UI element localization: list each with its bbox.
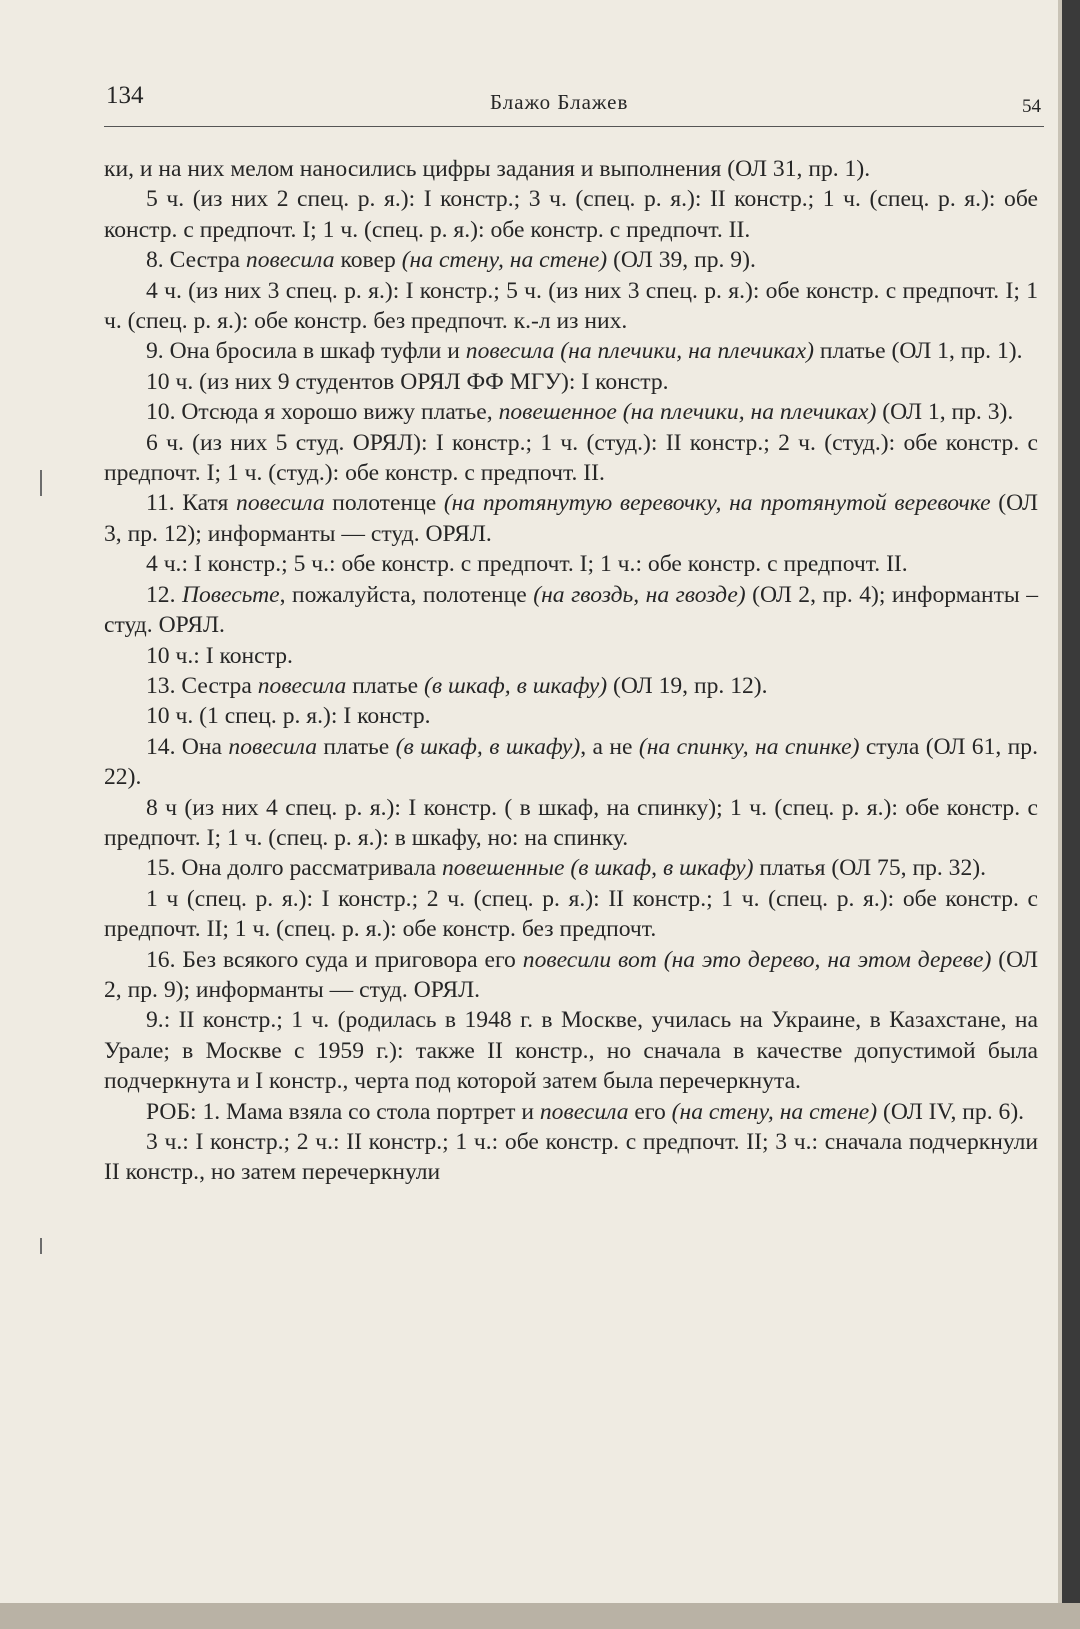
italic-segment: (на протянутую веревочку, на протянутой веревочке [443,490,991,517]
page-bottom-band [0,1603,1080,1629]
paragraph [104,701,1038,731]
text-segment: 12. [146,581,182,608]
text-segment: (ОЛ 2, пр. 4); информанты – студ. ОРЯЛ. [104,581,1038,639]
text-segment: 11. Катя [146,490,237,517]
text-segment: (ОЛ 1, пр. 3). [876,399,1014,426]
text-segment: 10 ч.: I констр. [146,642,293,669]
page-header [0,82,1080,132]
italic-segment: (на стену, на стене) [671,1098,878,1125]
text-segment: 3 ч.: I констр.; 2 ч.: II констр.; 1 ч.: обе констр. с предпочт. II; 3 ч.: сначала подчеркнули II констр., но затем перечеркнули [104,1129,1038,1186]
text-segment: 4 ч. (из них 3 спец. р. я.): I констр.; 5 ч. (из них 3 спец. р. я.): обе констр. с предпочт. I; 1 ч. (спец. р. я.): обе констр. без предпочт. к.-л из них. [104,277,1038,335]
text-segment: 9. Она бросила в шкаф туфли и [146,338,466,365]
italic-segment: повешенное (на плечики, на плечиках) [498,399,877,426]
page-number: 134 [106,82,144,109]
paragraph [104,945,1038,1006]
margin-marks [40,0,70,1629]
paragraph [104,276,1038,337]
paragraph [104,641,1038,671]
italic-segment: повесила [539,1098,629,1125]
text-segment: 16. Без всякого суда и приговора его [146,946,523,973]
text-segment: (ОЛ 3, пр. 12); информанты — студ. ОРЯЛ. [104,490,1038,547]
text-segment: 1 ч (спец. р. я.): I констр.; 2 ч. (спец. р. я.): II констр.; 1 ч. (спец. р. я.): обе констр. с предпочт. II; 1 ч. (спец. р. я.): обе констр. без предпочт. [104,885,1038,943]
paragraph [104,549,1038,579]
paragraph [104,184,1038,245]
text-segment: 10. Отсюда я хорошо вижу платье, [146,399,499,426]
italic-segment: (на спинку, на спинке) [638,733,860,760]
paragraph [104,1097,1038,1127]
paragraph [104,580,1038,641]
text-segment: (ОЛ 39, пр. 9). [607,247,756,274]
paragraph [104,428,1038,489]
text-segment: 9.: II констр.; 1 ч. (родилась в 1948 г. в Москве, училась на Украине, в Казахстане, на Урале; в Москве с 1959 г.): также II констр., но сначала в качестве допустимой была подчеркнута и I констр., черта под которой затем была перечеркнута. [104,1007,1038,1095]
text-segment: 15. Она долго рассматривала [146,855,442,882]
italic-segment: повесила [236,490,325,517]
text-segment: 5 ч. (из них 2 спец. р. я.): I констр.; 3 ч. (спец. р. я.): II констр.; 1 ч. (спец. р. я.): обе констр. с предпочт. I; 1 ч. (спец. р. я.): обе констр. с предпочт. II. [104,186,1038,243]
paragraph [104,853,1038,883]
text-segment: ковер [334,247,402,274]
text-segment: платье [346,672,424,699]
body-text [104,154,1038,1188]
italic-segment: Повесьте [181,581,280,608]
text-segment: 10 ч. (из них 9 студентов ОРЯЛ ФФ МГУ): I констр. [146,368,669,395]
italic-segment: повесили вот (на это дерево, на этом дереве) [522,946,992,973]
paragraph [104,671,1038,701]
paragraph [104,793,1038,854]
italic-segment: повешенные (в шкаф, в шкафу) [442,855,754,882]
margin-mark [40,1238,42,1254]
italic-segment: (в шкаф, в шкафу) [423,672,608,699]
text-segment: 8 ч (из них 4 спец. р. я.): I констр. ( в шкаф, на спинку); 1 ч. (спец. р. я.): обе констр. с предпочт. I; 1 ч. (спец. р. я.): в шкафу, но: на спинку. [104,794,1038,851]
paragraph [104,397,1038,427]
paragraph [104,336,1038,366]
paragraph [104,1127,1038,1188]
page-edge-highlight [1058,0,1062,1629]
paragraph [104,488,1038,549]
text-segment: , а не [580,733,639,760]
running-head: Блажо Блажев [490,90,629,114]
text-segment: платье [317,733,396,760]
text-segment: , пожалуйста, полотенце [279,581,534,608]
italic-segment: повесила [228,733,318,760]
paragraph [104,367,1038,397]
paragraph [104,1005,1038,1096]
paragraph [104,884,1038,945]
page-edge-shadow [1062,0,1080,1629]
italic-segment: (в шкаф, в шкафу) [395,733,581,760]
text-segment: стула (ОЛ 61, пр. 22). [104,733,1039,791]
text-segment: ки, и на них мелом наносились цифры задания и выполнения (ОЛ 31, пр. 1). [104,156,871,182]
paragraph [104,732,1038,793]
text-segment: 6 ч. (из них 5 студ. ОРЯЛ): I констр.; 1 ч. (студ.): II констр.; 2 ч. (студ.): обе констр. с предпочт. I; 1 ч. (студ.): обе констр. с предпочт. II. [104,429,1038,487]
margin-mark [40,470,42,496]
text-segment: полотенце [324,490,444,517]
italic-segment: (на гвоздь, на гвозде) [533,581,746,608]
text-segment: (ОЛ 19, пр. 12). [607,672,768,699]
italic-segment: повесила [245,247,335,274]
text-segment: его [628,1098,672,1125]
italic-segment: (на стену, на стене) [401,247,608,274]
paragraph [104,245,1038,275]
text-segment: РОБ: 1. Мама взяла со стола портрет и [146,1098,540,1125]
text-segment: 4 ч.: I констр.; 5 ч.: обе констр. с предпочт. I; 1 ч.: обе констр. с предпочт. II. [146,551,908,578]
text-segment: 13. Сестра [146,672,258,699]
text-segment: платье (ОЛ 1, пр. 1). [813,338,1023,365]
italic-segment: повесила [257,672,347,699]
italic-segment: повесила (на плечики, на плечиках) [465,338,814,365]
header-rule [104,126,1044,127]
text-segment: (ОЛ IV, пр. 6). [877,1098,1025,1125]
text-segment: 10 ч. (1 спец. р. я.): I констр. [146,703,431,730]
text-segment: 14. Она [146,733,229,760]
side-number: 54 [1022,96,1041,117]
paragraph [104,154,1038,184]
text-segment: (ОЛ 2, пр. 9); информанты — студ. ОРЯЛ. [104,946,1038,1003]
text-segment: платья (ОЛ 75, пр. 32). [753,855,987,882]
text-segment: 8. Сестра [146,247,246,274]
